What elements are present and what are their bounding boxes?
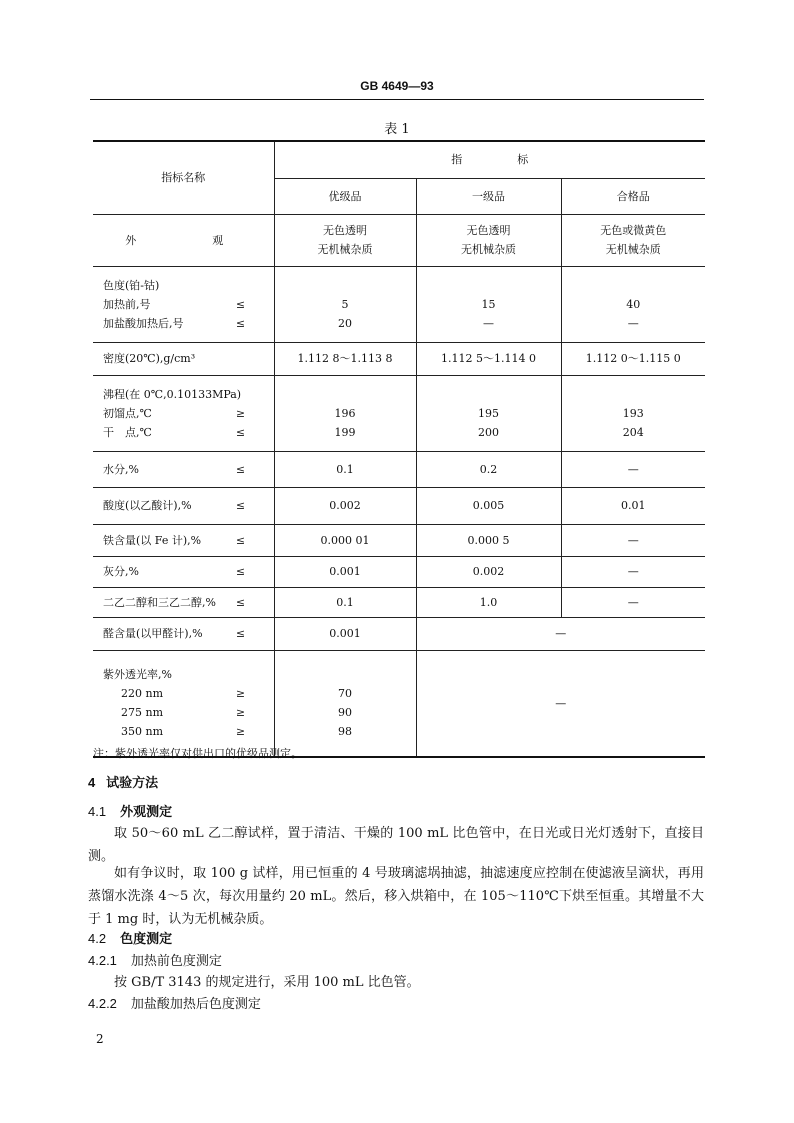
table-row: 二乙二醇和三乙二醇,% ≤ 0.1 1.0 — [93,587,705,617]
table-note: 注：紫外透光率仅对供出口的优级品测定。 [93,747,302,760]
table-row: 醛含量(以甲醛计),% ≤ 0.001 — [93,617,705,650]
section-heading: 4 试验方法 [88,775,159,790]
table-row: 灰分,% ≤ 0.001 0.002 — [93,556,705,587]
grade-premium: 优级品 [274,178,416,214]
page-number: 2 [96,1032,104,1046]
row-color-name: 色度(铂-钴) 加热前,号 ≤ 加盐酸加热后,号 ≤ [93,266,274,342]
col-header-index: 指 标 [274,141,705,178]
row-uv-name: 紫外透光率,% 220 nm ≥ 275 nm ≥ 350 nm ≥ [93,650,274,757]
table-row: 水分,% ≤ 0.1 0.2 — [93,451,705,487]
spec-table [93,140,705,758]
row-acidity-name: 酸度(以乙酸计),% ≤ [93,487,274,524]
table-row: 铁含量(以 Fe 计),% ≤ 0.000 01 0.000 5 — [93,524,705,556]
grade-qualified: 合格品 [561,178,705,214]
header-rule [90,99,704,100]
row-water-name: 水分,% ≤ [93,451,274,487]
row-iron-name: 铁含量(以 Fe 计),% ≤ [93,524,274,556]
paragraph: 取 50～60 mL 乙二醇试样，置于清洁、干燥的 100 mL 比色管中，在日光或日光灯透射下，直接目测。 [88,826,704,864]
table-row: 密度(20℃),g/cm³ 1.112 8～1.113 8 1.112 5～1.114 0 1.112 0～1.115 0 [93,342,705,375]
table-row: 紫外透光率,% 220 nm ≥ 275 nm ≥ 350 nm ≥ 70 90 98 — [93,650,705,757]
table-row: 色度(铂-钴) 加热前,号 ≤ 加盐酸加热后,号 ≤ 5 20 15 — 40 — [93,266,705,342]
paragraph: 按 GB/T 3143 的规定进行，采用 100 mL 比色管。 [114,975,420,990]
row-appearance-name: 外 观 [93,214,274,266]
row-aldehyde-name: 醛含量(以甲醛计),% ≤ [93,617,274,650]
grade-first: 一级品 [416,178,561,214]
col-header-name: 指标名称 [93,141,274,214]
subsubsection-heading: 4.2.1 加热前色度测定 [88,953,222,968]
row-ash-name: 灰分,% ≤ [93,556,274,587]
table-row: 外 观 无色透明 无机械杂质 无色透明 无机械杂质 无色或微黄色 无机械杂质 [93,214,705,266]
paragraph: 如有争议时，取 100 g 试样，用已恒重的 4 号玻璃滤埚抽滤，抽滤速度应控制在使滤液呈滴状，再用蒸馏水洗涤 4～5 次，每次用量约 20 mL。然后，移入烘箱中，在 105～110℃下烘至恒重。其增量不大于 1 mg 时，认为无机械杂质。 [88,866,704,927]
row-density-name: 密度(20℃),g/cm³ [93,342,274,375]
table-caption: 表 1 [384,122,410,137]
row-glycols-name: 二乙二醇和三乙二醇,% ≤ [93,587,274,617]
standard-code: GB 4649—93 [360,79,434,93]
table-row: 沸程(在 0℃,0.10133MPa) 初馏点,℃ ≥ 干 点,℃ ≤ 196 199 195 200 193 204 [93,375,705,451]
subsubsection-heading: 4.2.2 加盐酸加热后色度测定 [88,996,261,1011]
subsection-heading: 4.2 色度测定 [88,931,173,946]
row-boiling-name: 沸程(在 0℃,0.10133MPa) 初馏点,℃ ≥ 干 点,℃ ≤ [93,375,274,451]
table-row: 酸度(以乙酸计),% ≤ 0.002 0.005 0.01 [93,487,705,524]
subsection-heading: 4.1 外观测定 [88,804,173,819]
